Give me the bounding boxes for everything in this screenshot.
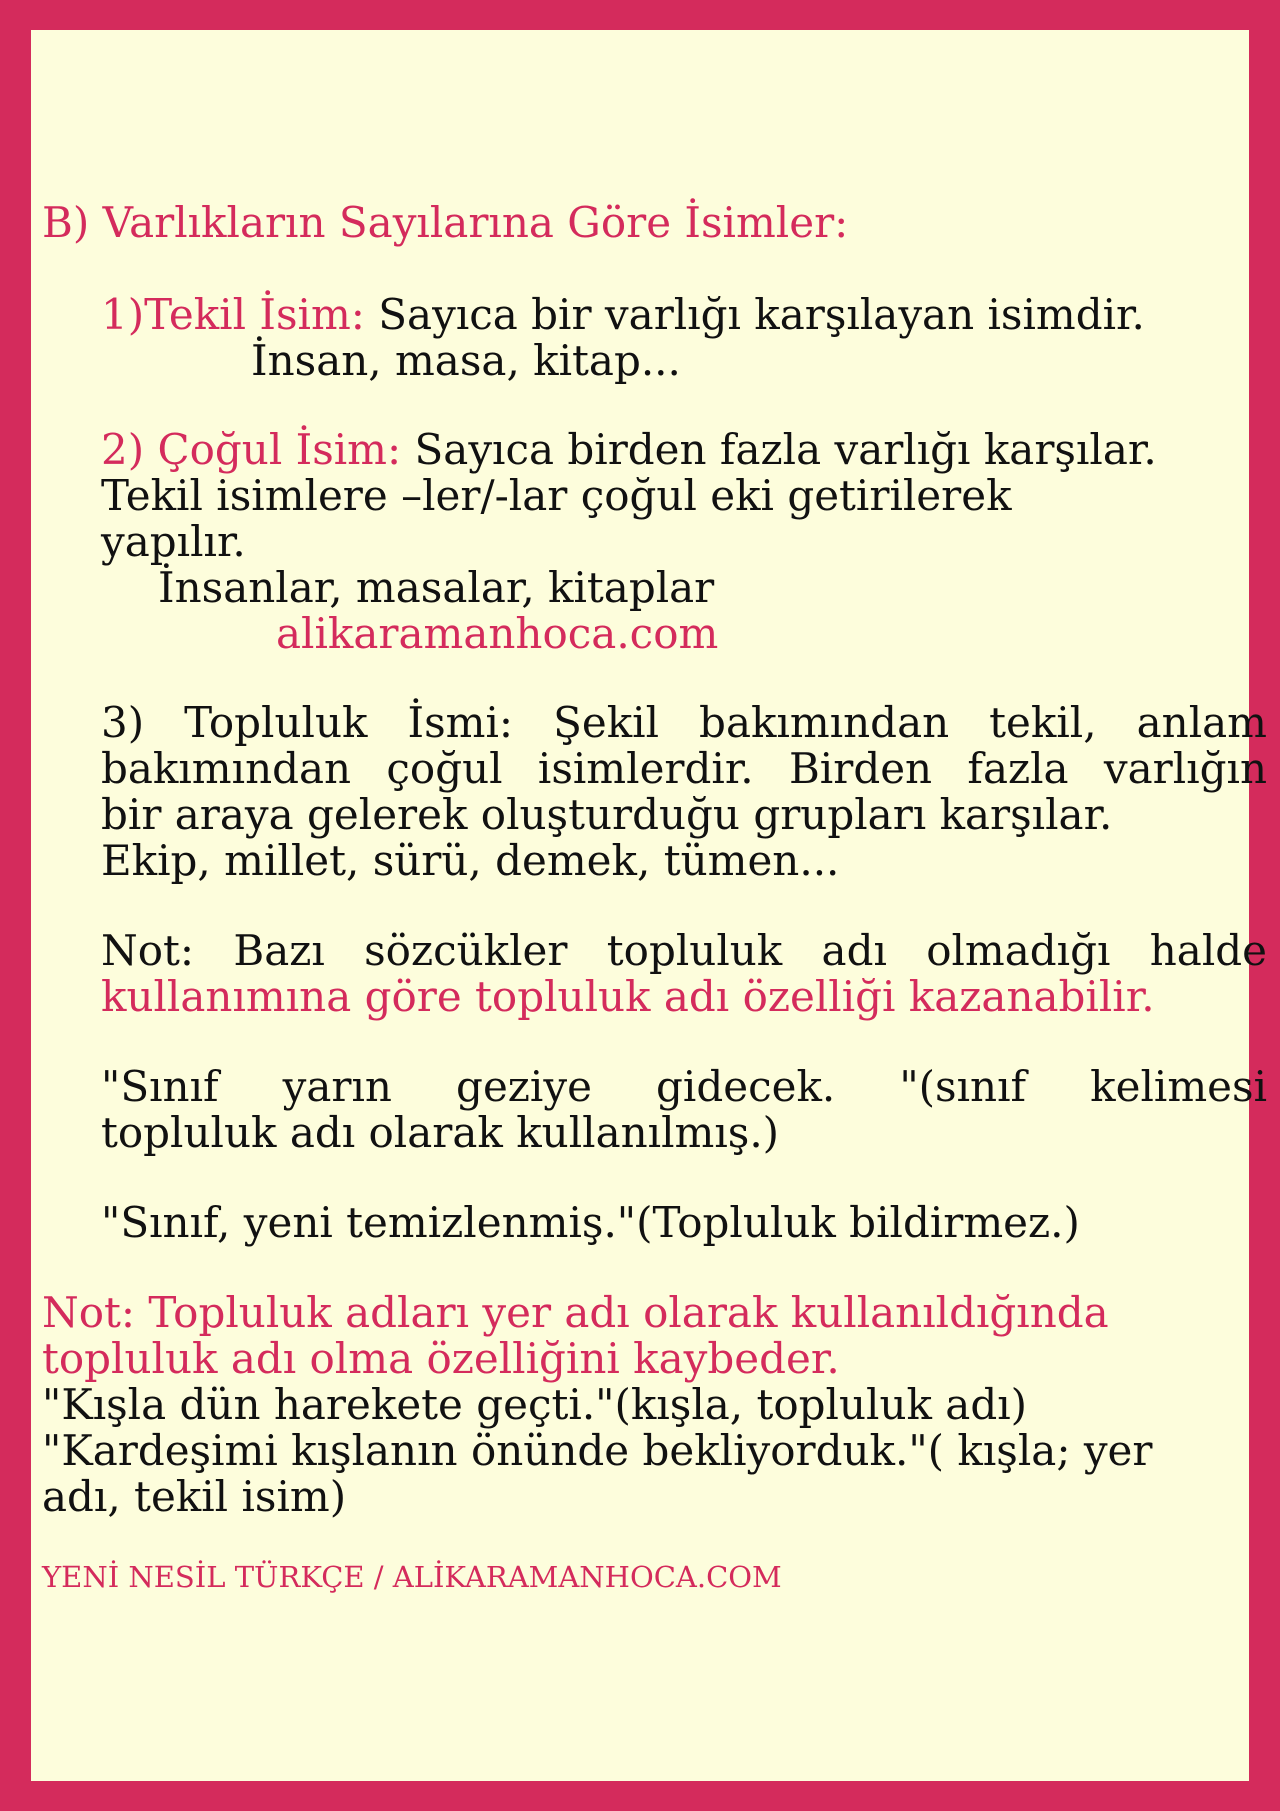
document-page [31, 30, 1267, 1781]
note2-example1: "Kışla dün harekete geçti."(kışla, topluluk adı) [42, 1380, 1028, 1429]
note2-example3: adı, tekil isim) [42, 1472, 347, 1521]
footer-brand: YENİ NESİL TÜRKÇE / ALİKARAMANHOCA.COM [42, 1560, 782, 1594]
topluluk-isim-line2: bakımından çoğul isimlerdir. Birden fazla varlığın [101, 744, 1267, 793]
cogul-isim-line3: yapılır. [101, 517, 246, 566]
cogul-isim-definition [101, 427, 1157, 473]
topluluk-isim-text: Şekil bakımından tekil, anlam [553, 698, 1267, 747]
example2: "Sınıf, yeni temizlenmiş."(Topluluk bildirmez.) [101, 1198, 1080, 1247]
tekil-isim-label: 1)Tekil İsim: [101, 290, 365, 339]
section-heading: B) Varlıkların Sayılarına Göre İsimler: [42, 198, 849, 247]
example1-line2: topluluk adı olarak kullanılmış.) [101, 1108, 780, 1157]
note2-line2: topluluk adı olma özelliğini kaybeder. [42, 1334, 840, 1383]
example1-line1: "Sınıf yarın geziye gidecek. "(sınıf kelimesi [101, 1062, 1267, 1111]
tekil-isim-definition [101, 292, 1145, 338]
tekil-isim-example: İnsan, masa, kitap... [251, 336, 681, 385]
cogul-isim-label: 2) Çoğul İsim: [101, 425, 402, 474]
note2-line1: Not: Topluluk adları yer adı olarak kullanıldığında [42, 1288, 1109, 1337]
cogul-isim-example: İnsanlar, masalar, kitaplar [158, 563, 715, 612]
topluluk-isim-line1 [101, 700, 1267, 746]
tekil-isim-text: Sayıca bir varlığı karşılayan isimdir. [364, 290, 1145, 339]
note1-line2: kullanımına göre topluluk adı özelliği kazanabilir. [101, 972, 1155, 1021]
note1-line1: Not: Bazı sözcükler topluluk adı olmadığı halde [101, 926, 1267, 975]
cogul-isim-text: Sayıca birden fazla varlığı karşılar. [401, 425, 1157, 474]
topluluk-isim-line3: bir araya gelerek oluşturduğu grupları karşılar. [101, 790, 1113, 839]
cogul-isim-line2: Tekil isimlere –ler/-lar çoğul eki getirilerek [101, 471, 1012, 520]
note2-example2: "Kardeşimi kışlanın önünde bekliyorduk."( kışla; yer [42, 1426, 1153, 1475]
topluluk-isim-label: 3) Topluluk İsmi: [101, 698, 514, 747]
site-watermark: alikaramanhoca.com [276, 609, 719, 658]
topluluk-isim-example: Ekip, millet, sürü, demek, tümen... [101, 836, 840, 885]
